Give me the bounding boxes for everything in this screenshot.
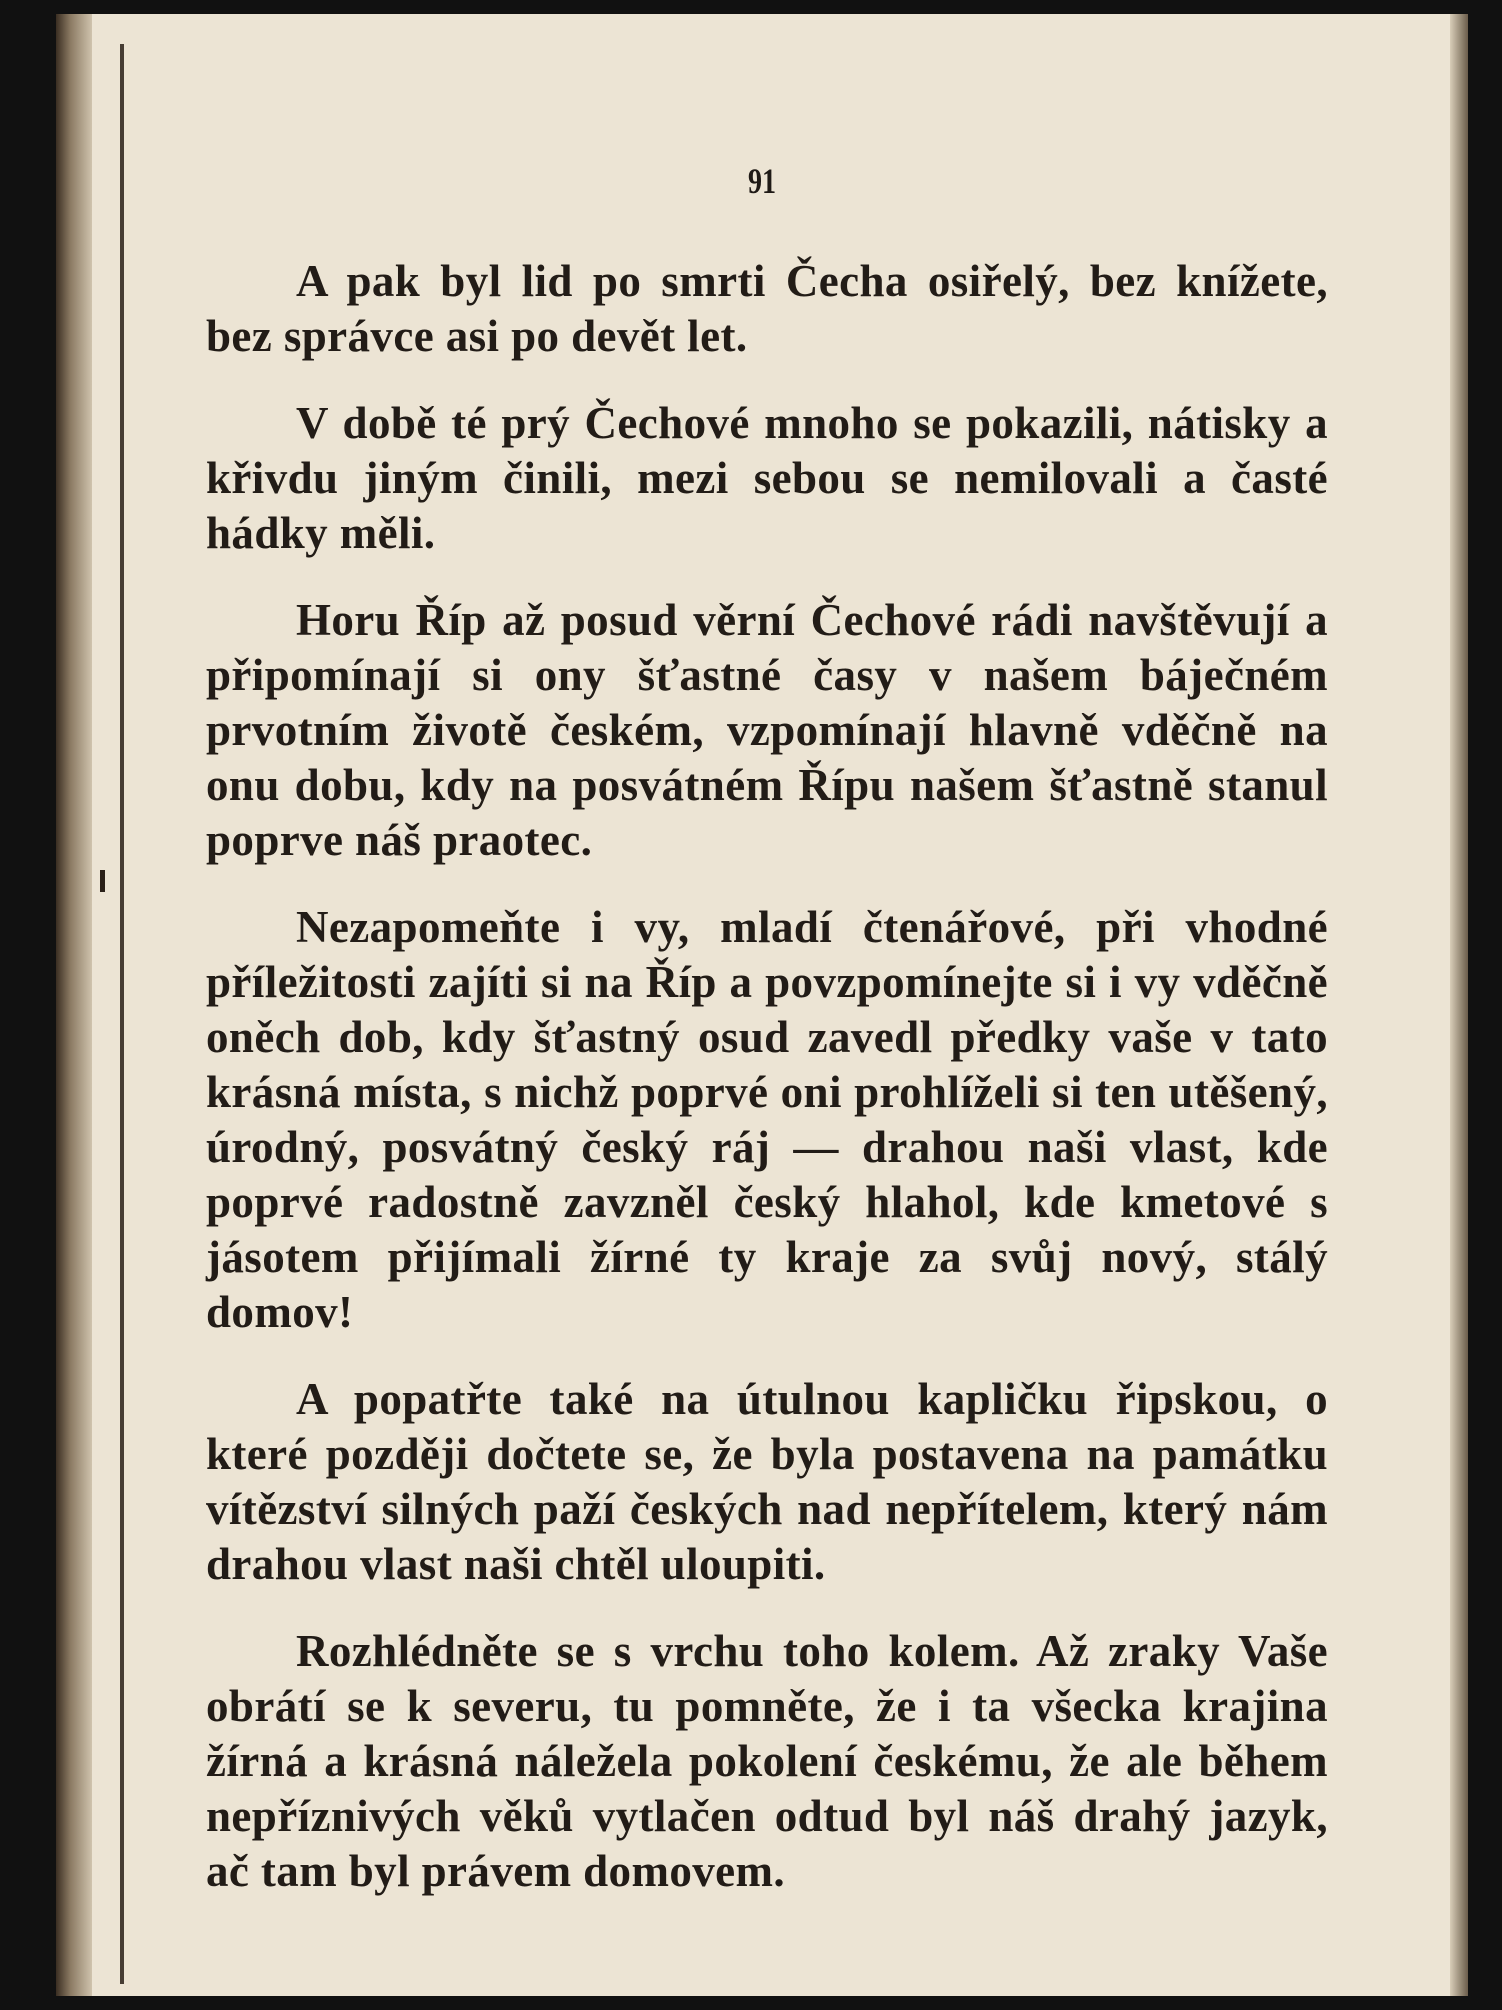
paragraph: Nezapomeňte i vy, mladí čtenářové, při vhodné příležitosti zajíti si na Říp a povzpomínejte si i vy vděčně oněch dob, kdy šťastný osud zavedl předky vaše v tato krásná místa, s nichž poprvé oni prohlíželi si ten utěšený, úrodný, posvátný český ráj — drahou naši vlast, kde poprvé radostně zavzněl český hlahol, kde kmetové s jásotem přijímali žírné ty kraje za svůj nový, stálý domov!	[206, 902, 1328, 1337]
book-page	[56, 14, 1468, 1996]
page-edge	[1450, 14, 1468, 1996]
paragraph: A pak byl lid po smrti Čecha osiřelý, bez knížete, bez správce asi po devět let.	[206, 256, 1328, 361]
spine-line	[120, 44, 124, 1984]
paragraph: Rozhlédněte se s vrchu toho kolem. Až zraky Vaše obrátí se k severu, tu pomněte, že i ta všecka krajina žírná a krásná náležela pokolení českému, že ale během nepříznivých věků vytlačen odtud byl náš drahý jazyk, ač tam byl právem domovem.	[206, 1626, 1328, 1896]
paragraph: A popatřte také na útulnou kapličku řipskou, o které později dočtete se, že byla postavena na památku vítězství silných paží českých nad nepřítelem, který nám drahou vlast naši chtěl uloupiti.	[206, 1374, 1328, 1589]
body-text	[206, 254, 1328, 1931]
paragraph: V době té prý Čechové mnoho se pokazili, nátisky a křivdu jiným činili, mezi sebou se nemilovali a časté hádky měli.	[206, 398, 1328, 558]
page-number: 91	[747, 161, 777, 201]
paragraph: Horu Říp až posud věrní Čechové rádi navštěvují a připomínají si ony šťastné časy v našem báječném prvotním životě českém, vzpomínají hlavně vděčně na onu dobu, kdy na posvátném Řípu našem šťastně stanul poprve náš praotec.	[206, 595, 1328, 865]
page-gutter	[56, 14, 92, 1996]
margin-mark	[100, 870, 105, 892]
